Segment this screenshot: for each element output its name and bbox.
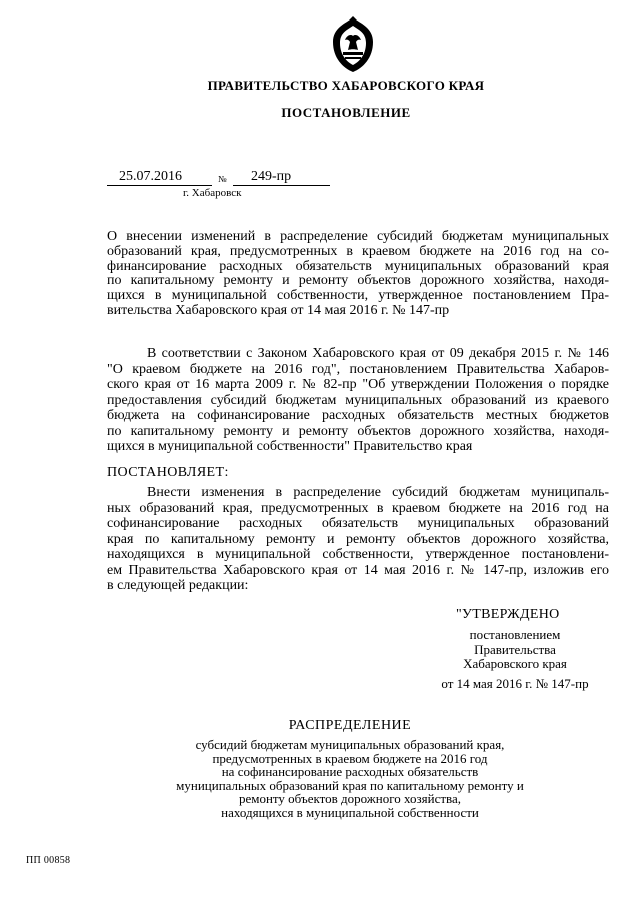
subject-line: вительства Хабаровского края от 14 мая 2016 г. № 147-пр <box>107 302 450 318</box>
distribution-title: РАСПРЕДЕЛЕНИЕ <box>288 718 412 733</box>
subject-line: щихся в муниципальной собственности, утвержденное постановлением Пра- <box>107 288 609 304</box>
number-sign: № <box>218 174 227 184</box>
subtitle-line: находящихся в муниципальной собственности <box>221 804 479 820</box>
approval-block <box>414 628 616 691</box>
decision-paragraph <box>107 485 609 594</box>
paragraph-line: щихся в муниципальной собственности" Правительство края <box>107 439 473 454</box>
approval-line: Правительства <box>474 641 556 657</box>
document-city: г. Хабаровск <box>183 187 242 199</box>
paragraph-line: ных образований края, предусмотренных в краевом бюджете на 2016 год на <box>107 500 609 516</box>
paragraph-line: Внести изменения в распределение субсидий бюджетам муниципаль- <box>147 485 609 500</box>
paragraph-line: В соответствии с Законом Хабаровского края от 09 декабря 2015 г. № 146 <box>147 346 609 361</box>
paragraph-line: ского края от 16 марта 2009 г. № 82-пр "Об утверждении Положения о порядке <box>107 377 609 392</box>
paragraph-line: по капитальному ремонту и ремонту объектов дорожного хозяйства, находя- <box>107 423 609 439</box>
subject-line: по капитальному ремонту и ремонту объектов дорожного хозяйства, находя- <box>107 273 609 289</box>
document-type: ПОСТАНОВЛЕНИЕ <box>281 105 411 120</box>
government-name: ПРАВИТЕЛЬСТВО ХАБАРОВСКОГО КРАЯ <box>207 78 485 93</box>
subtitle-line: на софинансирование расходных обязательств <box>221 764 479 780</box>
paragraph-line: края по капитальному ремонту и ремонту объектов дорожного хозяйства, <box>107 531 609 547</box>
subtitle-line: предусмотренных в краевом бюджете на 2016 год <box>212 750 488 766</box>
approval-line: Хабаровского края <box>463 656 567 671</box>
subtitle-line: субсидий бюджетам муниципальных образований края, <box>195 737 505 752</box>
approval-heading: "УТВЕРЖДЕНО <box>456 607 560 622</box>
approval-line: постановлением <box>469 627 561 642</box>
subject-line: образований края, предусмотренных в краевом бюджете на 2016 год на со- <box>107 243 609 259</box>
decree-word: ПОСТАНОВЛЯЕТ: <box>107 465 229 480</box>
paragraph-line: предоставления субсидий бюджетам муниципальных образований из краевого <box>107 392 609 408</box>
paragraph-line: ем Правительства Хабаровского края от 14 мая 2016 г. № 147-пр, изложив его <box>107 562 609 578</box>
coat-of-arms-icon <box>331 16 375 74</box>
document-number: 249-пр <box>233 170 330 186</box>
distribution-subtitle <box>0 738 640 820</box>
document-code: ПП 00858 <box>26 855 71 866</box>
preamble-paragraph <box>107 346 609 455</box>
approval-date: от 14 мая 2016 г. № 147-пр <box>441 675 589 691</box>
subject-line: финансирование расходных обязательств муниципальных образований края <box>107 258 609 274</box>
paragraph-line: находящихся в муниципальной собственности, утвержденное постановлени- <box>107 547 609 562</box>
subtitle-line: ремонту объектов дорожного хозяйства, <box>238 791 462 807</box>
subtitle-line: муниципальных образований края по капитальному ремонту и <box>176 777 524 793</box>
document-subject <box>107 230 609 319</box>
paragraph-line: бюджета на софинансирование расходных обязательств местных бюджетов <box>107 408 609 423</box>
paragraph-line: "О краевом бюджете на 2016 год", постановлением Правительства Хабаров- <box>107 361 609 377</box>
document-date: 25.07.2016 <box>107 170 212 186</box>
paragraph-line: в следующей редакции: <box>107 578 249 593</box>
paragraph-line: софинансирование расходных обязательств муниципальных образований <box>107 516 609 531</box>
subject-line: О внесении изменений в распределение субсидий бюджетам муниципальных <box>107 229 609 244</box>
